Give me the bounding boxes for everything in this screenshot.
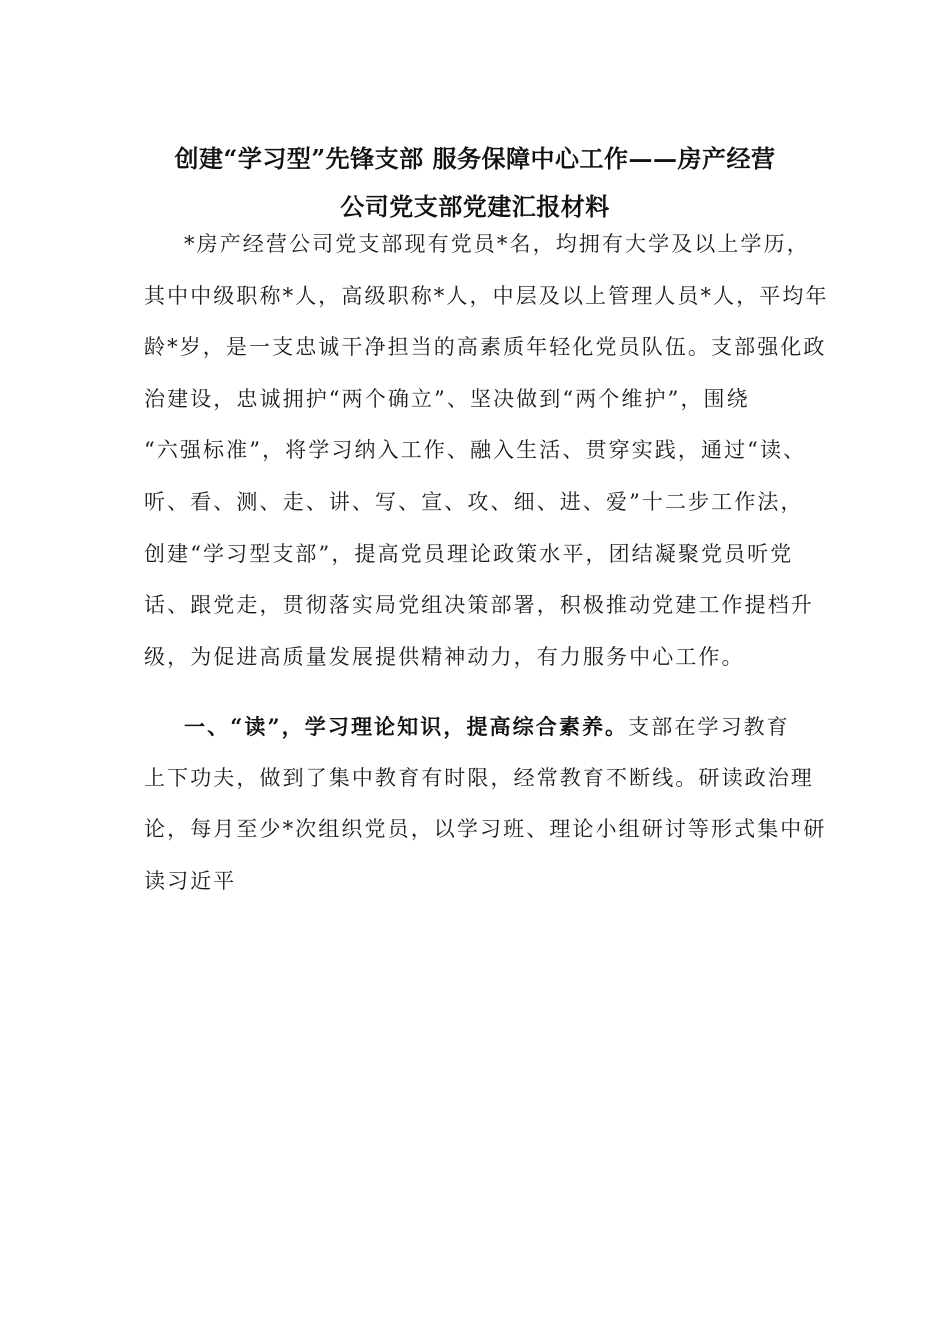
section-heading: 一、“读”，学习理论知识，提高综合素养。 [184, 714, 629, 739]
document-title-line-2: 公司党支部党建汇报材料 [340, 192, 610, 221]
paragraph-line: 听、看、测、走、讲、写、宣、攻、细、进、爱”十二步工作法， [144, 489, 804, 514]
paragraph-line: 论，每月至少*次组织党员，以学习班、理论小组研讨等形式集中研 [144, 817, 827, 842]
paragraph-line: 治建设，忠诚拥护“两个确立”、坚决做到“两个维护”，围绕 [144, 386, 750, 411]
paragraph-line: “六强标准”，将学习纳入工作、融入生活、贯穿实践，通过“读、 [144, 438, 807, 463]
document-title-line-1: 创建“学习型”先锋支部 服务保障中心工作——房产经营 [174, 144, 776, 173]
paragraph-line: 读习近平 [144, 868, 237, 893]
body-paragraph-1 [144, 219, 829, 683]
paragraph-line [144, 701, 824, 753]
paragraph-line: 龄*岁，是一支忠诚干净担当的高素质年轻化党员队伍。支部强化政 [144, 335, 827, 360]
paragraph-line: 其中中级职称*人，高级职称*人，中层及以上管理人员*人，平均年 [144, 283, 829, 308]
paragraph-line: 创建“学习型支部”，提高党员理论政策水平，团结凝聚党员听党 [144, 541, 794, 566]
paragraph-line: 上下功夫，做到了集中教育有时限，经常教育不断线。研读政治理 [144, 765, 814, 790]
paragraph-line: *房产经营公司党支部现有党员*名，均拥有大学及以上学历， [184, 232, 810, 256]
paragraph-line: 话、跟党走，贯彻落实局党组决策部署，积极推动党建工作提档升 [144, 593, 814, 618]
body-paragraph-2 [144, 701, 827, 907]
paragraph-line-text: 支部在学习教育 [628, 715, 790, 739]
paragraph-line: 级，为促进高质量发展提供精神动力，有力服务中心工作。 [144, 644, 745, 669]
